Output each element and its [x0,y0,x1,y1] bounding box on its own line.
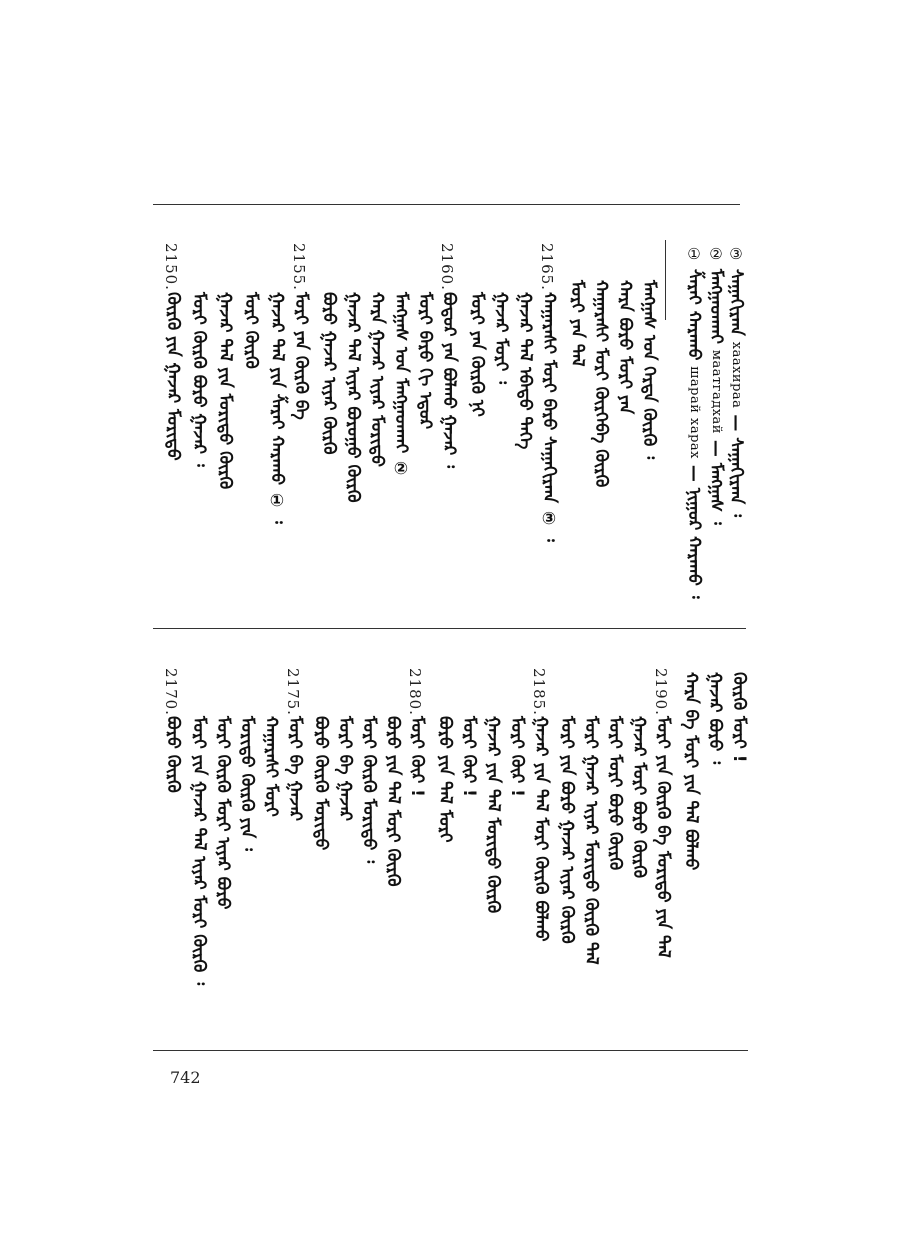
verse-number: 2155. [290,243,308,291]
verse-line: ᠭᠠᠵᠠᠷ ᠲᠠᠯ ᠶᠢᠨ ᠱᠠᠷᠠᠢ ᠬᠠᠷᠠᠬᠤ ① ᠄ [267,292,287,524]
verse-line: ᠮᠣᠷᠢ ᠶᠢᠨ ᠭᠠᠵᠠᠷ ᠲᠠᠯ ᠢᠶᠠᠷ ᠮᠣᠷᠢ ᠬᠦᠷᠬᠦ ᠄ [189,716,209,986]
top-rule [153,204,740,205]
footnote-3: ③ ᠰᠠᠭᠠᠬᠢᠷᠬᠠ хаахираа — ᠰᠠᠭᠠᠬᠢᠷᠬᠠ ᠄ [726,245,746,517]
verse-line: ᠪᠣᠷᠤ ᠶᠢᠨ ᠲᠠᠯ ᠮᠣᠷᠢ [435,716,455,843]
verse-line: ᠪᠣᠷᠤ ᠬᠦᠷᠬᠦ ᠮᠣᠷᠢᠳᠤ [311,716,331,851]
verse-line: ᠭᠠᠵᠠᠷ ᠪᠣᠷᠤ ᠄ [705,672,725,765]
verse-line: ᠬᠦᠷᠬᠦ ᠮᠣᠷᠢ ! [729,672,749,763]
verse-line: ᠭᠠᠵᠠᠷ ᠶᠢᠨ ᠲᠠᠯ ᠮᠣᠷᠢ ᠬᠦᠷᠬᠦ ᠪᠣᠯᠬᠤ [531,716,551,942]
verse-line: ᠮᠣᠷᠢ ᠪᠠ ᠭᠠᠵᠠᠷ [285,716,305,822]
verse-line: ᠮᠣᠷᠢ ᠪᠠ ᠭᠠᠵᠠᠷ [335,716,355,822]
verse-line: ᠪᠣᠷᠤ ᠭᠠᠵᠠᠷ ᠢᠶᠠᠷ ᠬᠦᠷᠬᠦ [319,292,339,455]
verse-line: ᠪᠤᠳᠤᠷ ᠶᠠᠨ ᠪᠣᠯᠬᠤ ᠭᠠᠵᠠᠷ ᠄ [439,292,459,469]
footnote-separator [665,240,666,320]
verse-line: ᠭᠠᠵᠠᠷ ᠲᠠᠯ ᠶᠢᠨ ᠮᠣᠷᠢᠳᠤ ᠬᠦᠷᠬᠦ [215,292,235,490]
page-number: 742 [170,1068,201,1087]
verse-number: 2190. [652,668,670,716]
verse-line: ᠬᠠᠷᠠ ᠭᠠᠵᠠᠷ ᠢᠶᠠᠷ ᠮᠣᠷᠢᠳᠤ [367,292,387,467]
verse-number: 2175. [284,668,302,716]
verse-line: ᠮᠣᠷᠢ ᠶᠢᠨ ᠬᠦᠷᠬᠦ ᠪᠠ ᠮᠣᠷᠢᠳᠤ ᠶᠢᠨ ᠲᠠᠯ [653,716,673,958]
verse-line: ᠮᠣᠷᠢ ᠪᠠᠷᠤ ᠬᠢ ᠡᠳᠤᠷ [415,292,435,430]
verse-line: ᠮᠣᠷᠢ ᠬᠦᠷᠬᠦ ᠪᠣᠷᠤ ᠭᠠᠵᠠᠷ ᠄ [189,292,209,467]
verse-line: ᠪᠣᠷᠤ ᠬᠦᠷᠬᠦ [163,716,183,793]
bottom-rule [153,1050,748,1051]
footnote-1: ① ᠱᠠᠷᠠᠢ ᠬᠠᠷᠠᠬᠤ шарай харах — ᠨᠢᠭᠤᠷ ᠬᠠᠷᠠᠬᠤ ᠄ [684,245,704,599]
verse-line: ᠬᠠᠷᠠ ᠪᠠ ᠮᠣᠷᠢ ᠶᠢᠨ ᠲᠠᠯ ᠪᠣᠯᠬᠤ [681,672,701,871]
verse-line: ᠮᠣᠷᠢ ᠬᠦᠷ ! [459,716,479,797]
verse-number: 2150. [162,243,180,291]
verse-line: ᠬᠠᠭᠠᠷᠠᠰᠢ ᠮᠣᠷᠢ ᠬᠦᠷᠭᠡᠪᠡ ᠬᠦᠷᠬᠦ [591,280,611,488]
verse-line: ᠮᠣᠷᠢ ᠶᠠᠨ ᠲᠠᠯ [567,280,587,367]
verse-line: ᠮᠣᠷᠢ ᠬᠦᠷ ! [407,716,427,797]
middle-rule [153,628,746,629]
verse-line: ᠭᠠᠵᠠᠷ ᠲᠠᠯ ᠡᠪᠡᠳᠦ ᠲᠡᠭᠡ [515,292,535,450]
verse-line: ᠮᠣᠷᠢ ᠬᠦᠷᠬᠦ ᠮᠣᠷᠢ ᠢᠶᠠᠷ ᠪᠣᠷᠤ [213,716,233,910]
verse-line: ᠮᠣᠷᠢ ᠬᠦᠷᠬᠦ [241,292,261,369]
verse-line: ᠬᠠᠷᠠ ᠪᠣᠷᠤ ᠮᠣᠷᠢ ᠶᠠᠨ [615,280,635,415]
verse-number: 2165. [538,243,556,291]
verse-number: 2185. [530,668,548,716]
footnote-2: ② ᠮᠠᠩᠭᠠᠳᠬᠠᠢ маатгадхай — ᠮᠠᠩᠭᠠᠰ ᠄ [706,245,726,525]
verse-line: ᠮᠣᠷᠢ ᠶᠠᠨ ᠬᠦᠷᠬᠦ ᠨᠢ [467,292,487,417]
verse-line: ᠮᠠᠩᠭᠠᠰ ᠤᠨ ᠭᠡᠷᠲᠡ ᠬᠦᠷᠬᠦ ᠄ [639,280,659,460]
verse-line: ᠬᠠᠭᠠᠷᠠᠰᠢ ᠮᠣᠷᠢ [261,716,281,817]
verse-line: ᠬᠠᠭᠠᠷᠠᠰᠢ ᠮᠣᠷᠢ ᠪᠠᠷᠤ ᠰᠠᠭᠠᠬᠢᠷᠬᠠ ③ ᠄ [539,292,559,542]
verse-line: ᠮᠣᠷᠢ ᠶᠢᠨ ᠪᠣᠷᠤ ᠭᠠᠵᠠᠷ ᠢᠶᠠᠷ ᠬᠦᠷᠬᠦ [557,716,577,944]
verse-number: 2180. [406,668,424,716]
verse-line: ᠭᠠᠵᠠᠷ ᠮᠣᠷᠢ ᠪᠣᠷᠤ ᠬᠦᠷᠬᠦ [629,716,649,879]
verse-line: ᠭᠠᠵᠠᠷ ᠮᠣᠷᠢ ᠄ [491,292,511,385]
verse-line: ᠭᠠᠵᠠᠷ ᠲᠠᠯ ᠢᠶᠠᠷ ᠪᠣᠷᠤᠭᠣ ᠬᠦᠷᠬᠦ [343,292,363,503]
verse-number: 2170. [162,668,180,716]
verse-line: ᠮᠠᠩᠭᠠᠰ ᠤᠨ ᠮᠠᠩᠭᠠᠳᠬᠠᠢ ② [391,292,411,480]
verse-line: ᠪᠣᠷᠤ ᠶᠢᠨ ᠲᠠᠯ ᠮᠣᠷᠢ ᠬᠦᠷᠬᠦ [383,716,403,887]
verse-line: ᠭᠠᠵᠠᠷ ᠶᠢᠨ ᠲᠠᠯ ᠮᠣᠷᠢᠳᠤ ᠬᠦᠷᠬᠦ [483,716,503,914]
verse-line: ᠮᠣᠷᠢᠳᠤ ᠬᠦᠷᠬᠦ ᠶᠢᠨ ᠄ [237,716,257,851]
verse-line: ᠮᠣᠷᠢ ᠬᠦᠷᠬᠦ ᠮᠣᠷᠢᠳᠤ ᠄ [359,716,379,864]
verse-line: ᠬᠦᠷᠬᠦ ᠶᠢᠨ ᠭᠠᠵᠠᠷ ᠮᠣᠷᠢᠳᠤ [163,292,183,461]
verse-line: ᠮᠣᠷᠢ ᠬᠦᠷ ! [507,716,527,797]
verse-line: ᠮᠣᠷᠢ ᠮᠣᠷᠢ ᠪᠣᠷᠤ ᠬᠦᠷᠬᠦ [605,716,625,871]
verse-line: ᠮᠣᠷᠢ ᠶᠠᠨ ᠬᠦᠷᠬᠦ ᠪᠠ [291,292,311,420]
verse-line: ᠮᠣᠷᠢ ᠭᠠᠵᠠᠷ ᠢᠶᠠᠷ ᠮᠣᠷᠢᠳᠤ ᠬᠦᠷᠬᠦ ᠲᠠᠯ [581,716,601,965]
verse-number: 2160. [438,243,456,291]
